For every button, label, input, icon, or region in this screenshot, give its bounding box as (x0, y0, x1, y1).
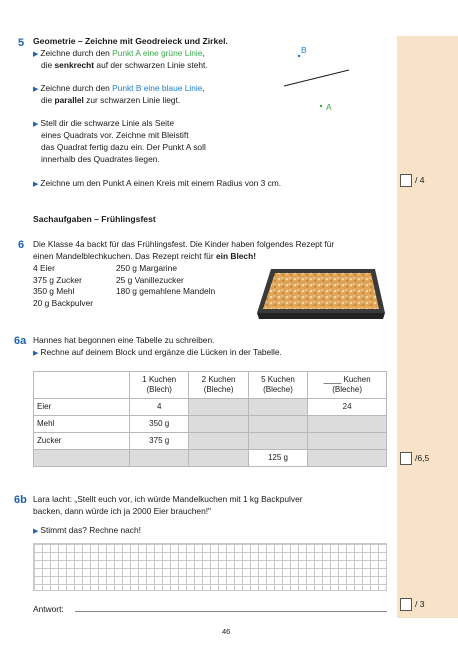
task-5-instruction-3: ▶ Stell dir die schwarze Linie als Seite (33, 118, 174, 128)
table-blank-cell[interactable] (189, 450, 248, 467)
point-b-dot (298, 55, 300, 57)
table-cell: 125 g (248, 450, 307, 467)
table-row-label: Mehl (34, 416, 130, 433)
recipe-list-left (33, 263, 93, 309)
task-5-instruction-3-line-4: innerhalb des Quadrates liegen. (41, 154, 160, 164)
calculation-grid[interactable] (33, 543, 387, 591)
table-blank-cell[interactable] (189, 416, 248, 433)
point-b-label: B (301, 45, 307, 55)
task-6b-number: 6b (14, 494, 27, 506)
task-6b-quote-line-2: backen, dann würde ich ja 2000 Eier brauchen!" (33, 506, 212, 516)
table-row (34, 399, 387, 416)
task-6-number: 6 (18, 239, 25, 251)
recipe-list-right (116, 263, 215, 298)
recipe-item: 180 g gemahlene Mandeln (116, 286, 216, 297)
task-5-instruction-3-line-2: eines Quadrats vor. Zeichne mit Bleistift (41, 130, 189, 140)
table-blank-cell[interactable] (308, 433, 387, 450)
recipe-item: 20 g Backpulver (33, 297, 94, 308)
task-5-number: 5 (18, 37, 25, 49)
task-5-instruction-1-cont: die senkrecht auf der schwarzen Linie steht. (41, 60, 208, 70)
table-corner-cell (34, 372, 130, 399)
answer-label: Antwort: (33, 604, 64, 614)
task-6a-number: 6a (14, 335, 27, 347)
arrow-right-icon: ▶ (33, 181, 39, 188)
table-header-row (34, 372, 387, 399)
cake-tray-image (253, 265, 387, 325)
section-title: Sachaufgaben – Frühlingsfest (33, 214, 156, 224)
task-5-instruction-2: ▶ Zeichne durch den Punkt B eine blaue Linie, (33, 83, 205, 93)
recipe-item: 4 Eier (33, 263, 55, 273)
table-row (34, 450, 387, 467)
score-label-task-6a: /6,5 (415, 453, 430, 463)
arrow-right-icon: ▶ (33, 51, 39, 58)
recipe-item: 350 g Mehl (33, 286, 75, 297)
task-5-instruction-4: ▶ Zeichne um den Punkt A einen Kreis mit einem Radius von 3 cm. (33, 178, 282, 188)
table-blank-cell[interactable] (248, 433, 307, 450)
table-header-cell[interactable]: ____ Kuchen (Bleche) (308, 372, 387, 399)
table-blank-cell[interactable] (189, 399, 248, 416)
table-blank-cell[interactable] (308, 416, 387, 433)
table-blank-cell[interactable] (130, 450, 189, 467)
task-5-instruction-2-cont: die parallel zur schwarzen Linie liegt. (41, 95, 181, 105)
recipe-item: 250 g Margarine (116, 263, 177, 273)
score-label-task-5: / 4 (415, 175, 425, 185)
table-cell: 375 g (130, 433, 189, 450)
table-row-label: Eier (34, 399, 130, 416)
score-sidebar (397, 36, 458, 618)
geometry-drawing (280, 44, 380, 120)
task-6-intro-line-1: Die Klasse 4a backt für das Frühlingsfest. Die Kinder haben folgendes Rezept für (33, 239, 335, 249)
task-5-title: Geometrie – Zeichne mit Geodreieck und Zirkel. (33, 36, 228, 46)
table-row-label: Zucker (34, 433, 130, 450)
task-6-intro-line-2: einen Mandelblechkuchen. Das Rezept reicht für ein Blech! (33, 251, 256, 261)
table-blank-cell[interactable] (34, 450, 130, 467)
score-box-task-6b[interactable] (400, 598, 412, 611)
table-blank-cell[interactable] (189, 433, 248, 450)
task-6a-instruction: ▶ Rechne auf deinem Block und ergänze die Lücken in der Tabelle. (33, 347, 282, 357)
recipe-item: 375 g Zucker (33, 274, 82, 285)
table-blank-cell[interactable] (308, 450, 387, 467)
table-row (34, 433, 387, 450)
table-header-cell: 1 Kuchen (Blech) (130, 372, 189, 399)
task-6a-intro: Hannes hat begonnen eine Tabelle zu schreiben. (33, 335, 215, 345)
table-blank-cell[interactable] (248, 416, 307, 433)
score-box-task-5[interactable] (400, 174, 412, 187)
table-header-cell: 5 Kuchen (Bleche) (248, 372, 307, 399)
table-cell: 4 (130, 399, 189, 416)
score-box-task-6a[interactable] (400, 452, 412, 465)
score-label-task-6b: / 3 (415, 599, 425, 609)
task-6b-quote-line-1: Lara lacht: „Stellt euch vor, ich würde Mandelkuchen mit 1 kg Backpulver (33, 494, 303, 504)
task-6b-question: ▶ Stimmt das? Rechne nach! (33, 525, 141, 535)
table-cell: 350 g (130, 416, 189, 433)
table-row (34, 416, 387, 433)
table-cell: 24 (308, 399, 387, 416)
point-a-label: A (326, 102, 332, 112)
arrow-right-icon: ▶ (33, 350, 39, 357)
arrow-right-icon: ▶ (33, 528, 39, 535)
point-a-dot (320, 105, 322, 107)
recipe-scaling-table (33, 371, 387, 467)
arrow-right-icon: ▶ (33, 86, 39, 93)
task-5-instruction-3-line-3: das Quadrat fertig dazu ein. Der Punkt A soll (41, 142, 206, 152)
page-number: 46 (222, 627, 231, 636)
table-blank-cell[interactable] (248, 399, 307, 416)
table-header-cell: 2 Kuchen (Bleche) (189, 372, 248, 399)
answer-line[interactable] (75, 611, 387, 612)
task-5-instruction-1: ▶ Zeichne durch den Punkt A eine grüne Linie, (33, 48, 205, 58)
arrow-right-icon: ▶ (33, 121, 39, 128)
black-line (284, 70, 349, 86)
recipe-item: 25 g Vanillezucker (116, 274, 184, 285)
